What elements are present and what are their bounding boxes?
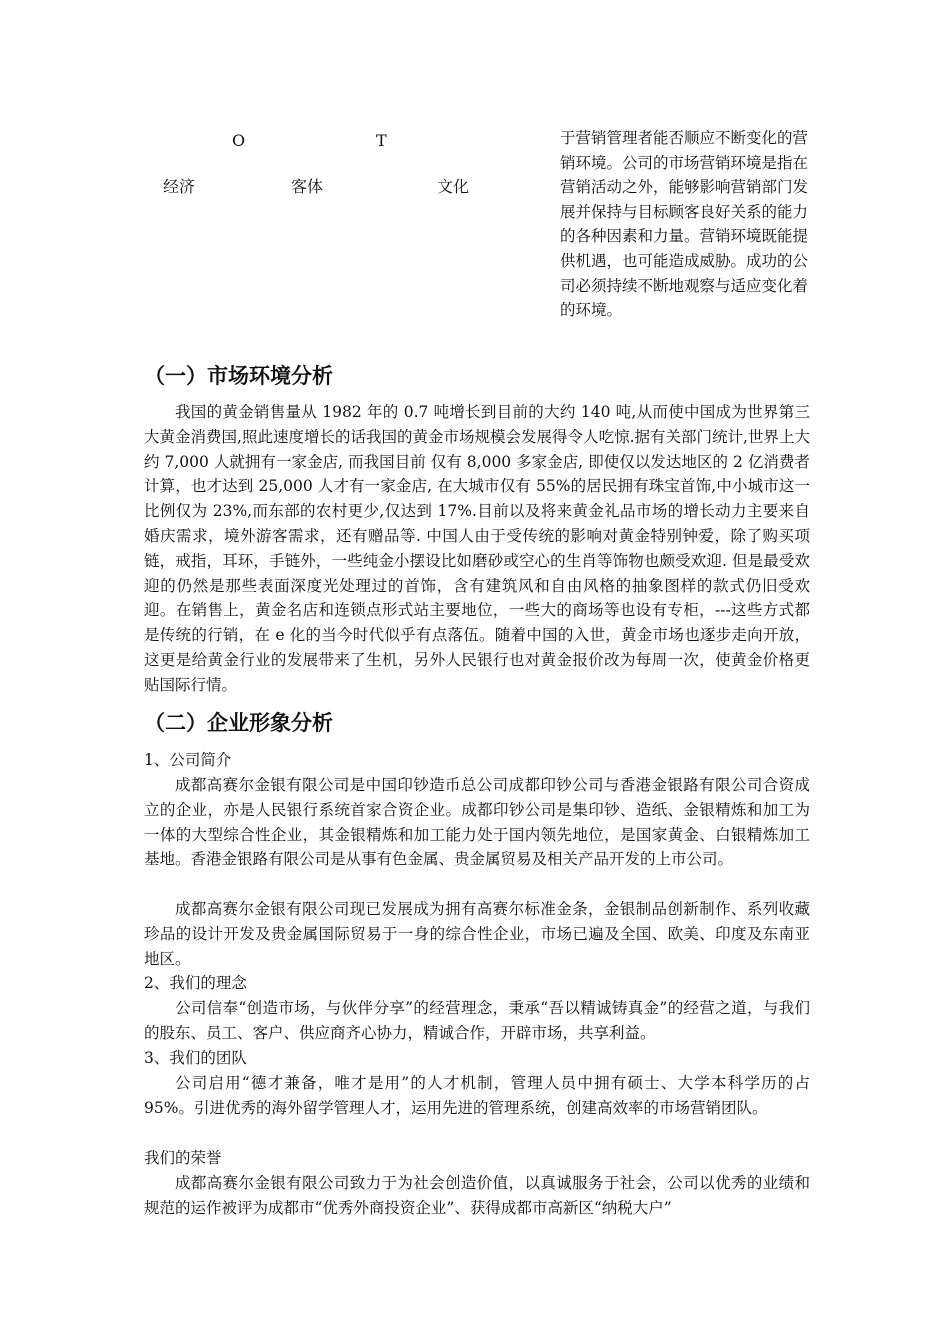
section-heading-market-environment: （一）市场环境分析 xyxy=(144,364,333,388)
market-environment-paragraph: 我国的黄金销售量从 1982 年的 0.7 吨增长到目前的大约 140 吨,从而使中国成为世界第三大黄金消费国,照此速度增长的话我国的黄金市场规模会发展得令人吃惊.据有关部门统计,世界上大约 7,000 人就拥有一家金店, 而我国目前 仅有 8,000 多家金店, 即使仅以发达地区的 2 亿消费者计算，也才达到 25,000 人才有一家金店, 在大城市仅有 55%的居民拥有珠宝首饰,中小城市这一比例仅为 23%,而东部的农村更少,仅达到 17%.目前以及将来黄金礼品市场的增长动力主要来自婚庆需求，境外游客需求，还有赠品等. 中国人由于受传统的影响对黄金特别钟爱，除了购买项链，戒指，耳环，手链外，一些纯金小摆设比如磨砂或空心的生肖等饰物也颇受欢迎. 但是最受欢迎的仍然是那些表面深度光处理过的首饰，含有建筑风和自由风格的抽象图样的款式仍旧受欢迎。在销售上，黄金名店和连锁点形式站主要地位，一些大的商场等也设有专柜，---这些方式都是传统的行销，在 e 化的当今时代似乎有点落伍。随着中国的入世，黄金市场也逐步走向开放，这更是给黄金行业的发展带来了生机，另外人民银行也对黄金报价改为每周一次，使黄金价格更贴国际行情。 xyxy=(144,403,810,694)
item-company-profile-label: 1、公司简介 xyxy=(144,751,232,769)
team-paragraph: 公司启用“德才兼备，唯才是用”的人才机制，管理人员中拥有硕士、大学本科学历的占 95%。引进优秀的海外留学管理人才，运用先进的管理系统，创建高效率的市场营销团队。 xyxy=(144,1074,810,1117)
sidebar-text: 于营销管理者能否顺应不断变化的营销环境。公司的市场营销环境是指在营销活动之外，能够影响营销部门发展并保持与目标顾客良好关系的能力的各种因素和力量。营销环境既能提供机遇，也可能造成威胁。成功的公司必须持续不断地观察与适应变化着的环境。 xyxy=(560,129,809,320)
item-philosophy-label: 2、我们的理念 xyxy=(144,974,247,992)
item-honors-label: 我们的荣誉 xyxy=(144,1149,222,1167)
section-heading-corporate-image: （二）企业形象分析 xyxy=(144,711,333,735)
honors-paragraph: 成都高赛尔金银有限公司致力于为社会创造价值，以真诚服务于社会，公司以优秀的业绩和规范的运作被评为成都市“优秀外商投资企业”、获得成都市高新区“纳税大户” xyxy=(144,1174,810,1217)
company-profile-paragraph-1: 成都高赛尔金银有限公司是中国印钞造币总公司成都印钞公司与香港金银路有限公司合资成立的企业，亦是人民银行系统首家合资企业。成都印钞公司是集印钞、造纸、金银精炼和加工为一体的大型综合性企业，其金银精炼和加工能力处于国内领先地位，是国家黄金、白银精炼加工基地。香港金银路有限公司是从事有色金属、贵金属贸易及相关产品开发的上市公司。 xyxy=(144,776,810,869)
diagram-label-o: O xyxy=(232,131,246,150)
philosophy-paragraph: 公司信奉“创造市场，与伙伴分享”的经营理念，秉承“吾以精诚铸真金”的经营之道，与我们的股东、员工、客户、供应商齐心协力，精诚合作，开辟市场，共享利益。 xyxy=(144,999,810,1042)
item-team-label: 3、我们的团队 xyxy=(144,1049,247,1067)
diagram-label-culture: 文化 xyxy=(437,177,470,196)
diagram-label-economy: 经济 xyxy=(163,177,196,196)
diagram-label-object: 客体 xyxy=(291,177,324,196)
diagram-label-t: T xyxy=(376,131,387,150)
company-profile-paragraph-2: 成都高赛尔金银有限公司现已发展成为拥有高赛尔标准金条，金银制品创新制作、系列收藏珍品的设计开发及贵金属国际贸易于一身的综合性企业，市场已遍及全国、欧美、印度及东南亚地区。 xyxy=(144,900,810,968)
